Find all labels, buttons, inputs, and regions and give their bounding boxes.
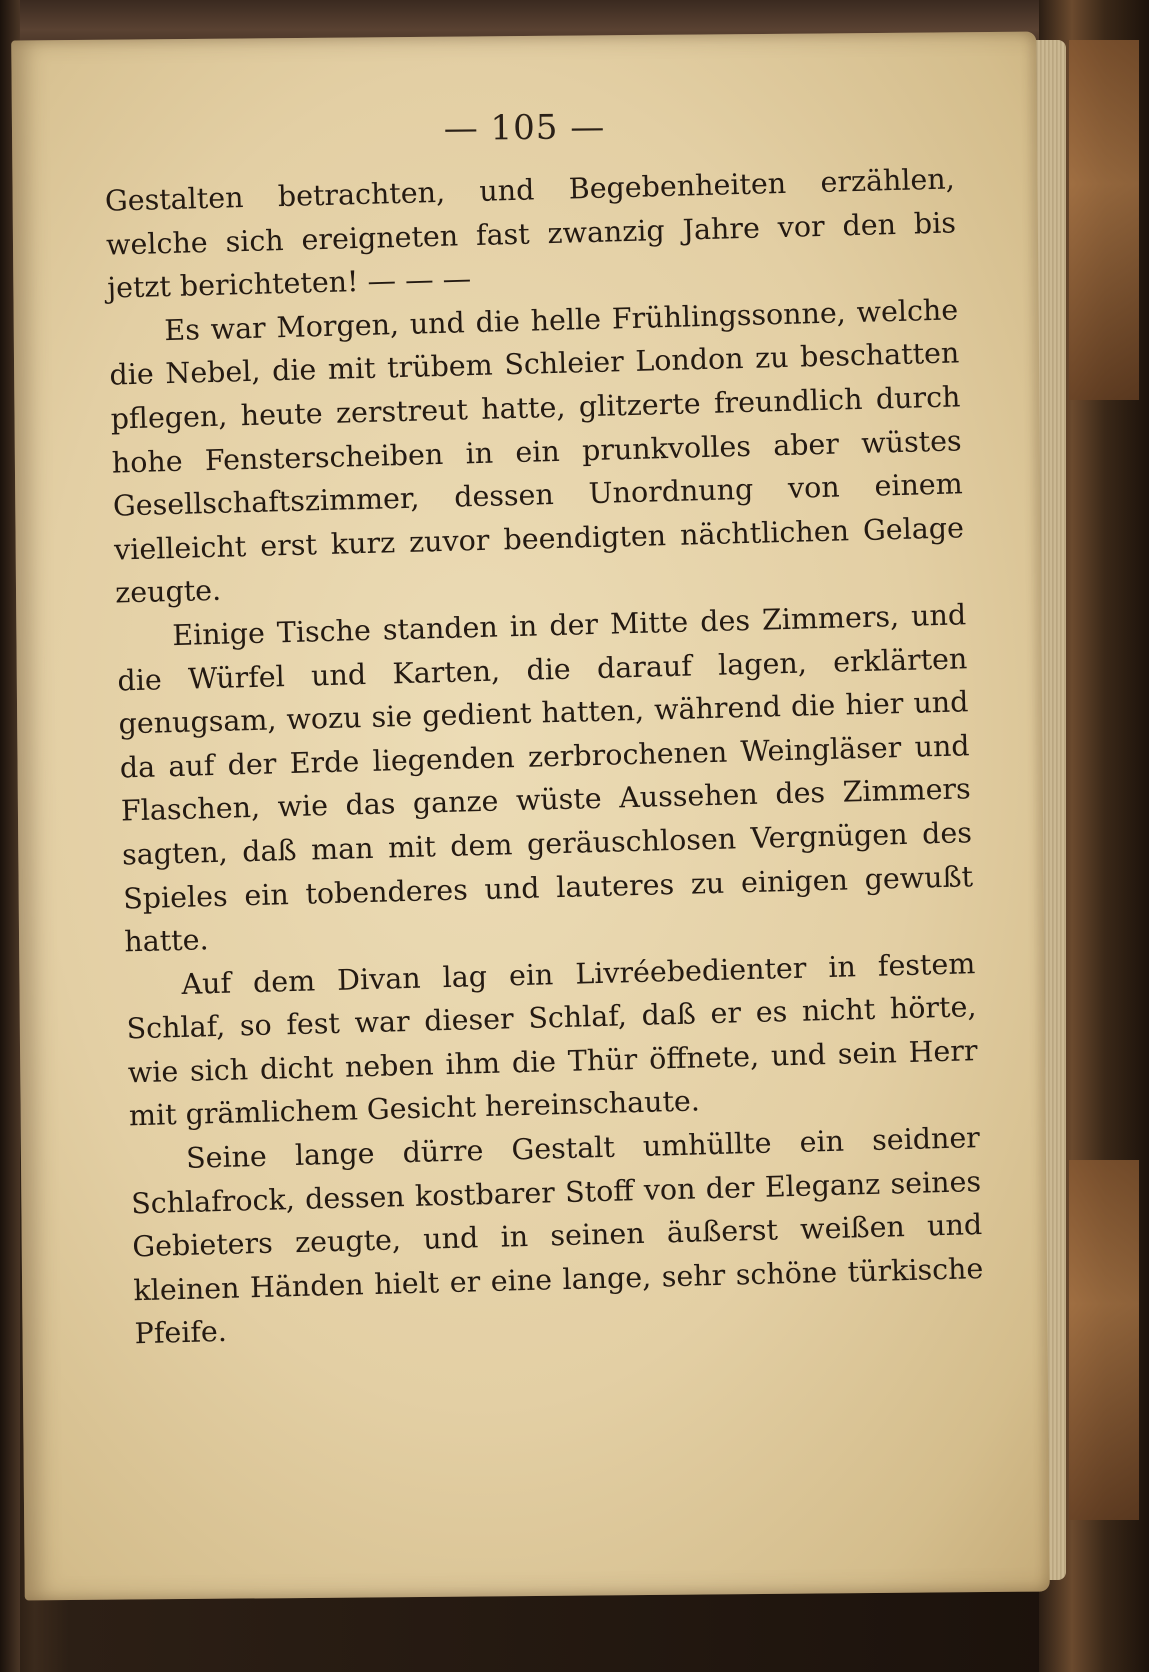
paragraph-2: Es war Morgen, und die helle Frühlingssonne, welche die Nebel, die mit trübem Schleier London zu beschatten pflegen, heute zerstreut hatte, glitzerte freundlich durch hohe Fensterscheiben in ein prunkvolles aber wüstes Gesellschaftszimmer, dessen Unordnung von einem vielleicht erst kurz zuvor beendigten nächtlichen Gelage zeugte. bbox=[109, 293, 965, 610]
leather-corner-top bbox=[1069, 40, 1139, 400]
paragraph-5: Seine lange dürre Gestalt umhüllte ein seidner Schlafrock, dessen kostbarer Stoff von der Eleganz seines Gebieters zeugte, und in seinen äußerst weißen und kleinen Händen hielt er eine lange, sehr schöne türkische Pfeife. bbox=[130, 1121, 984, 1351]
book-page bbox=[11, 32, 1050, 1601]
paragraph-3: Einige Tische standen in der Mitte des Zimmers, und die Würfel und Karten, die darauf lagen, erklärten genugsam, wozu sie gedient hatten, während die hier und da auf der Erde liegenden zerbrochenen Weingläser und Flaschen, wie das ganze wüste Aussehen des Zimmers sagten, daß man mit dem geräuschlosen Vergnügen des Spieles ein tobenderes und lauteres zu einigen gewußt hatte. bbox=[117, 598, 974, 959]
page-text bbox=[104, 157, 985, 1356]
page-number: — 105 — bbox=[443, 107, 606, 149]
leather-corner-bottom bbox=[1069, 1160, 1139, 1520]
paragraph-4: Auf dem Divan lag ein Livréebedienter in festem Schlaf, so fest war dieser Schlaf, daß er es nicht hörte, wie sich dicht neben ihm die Thür öffnete, und sein Herr mit grämlichem Gesicht hereinschaute. bbox=[126, 946, 978, 1133]
paragraph-1: Gestalten betrachten, und Begebenheiten erzählen, welche sich ereigneten fast zwanzig Jahre vor den bis jetzt berichteten! — — — bbox=[104, 162, 957, 305]
